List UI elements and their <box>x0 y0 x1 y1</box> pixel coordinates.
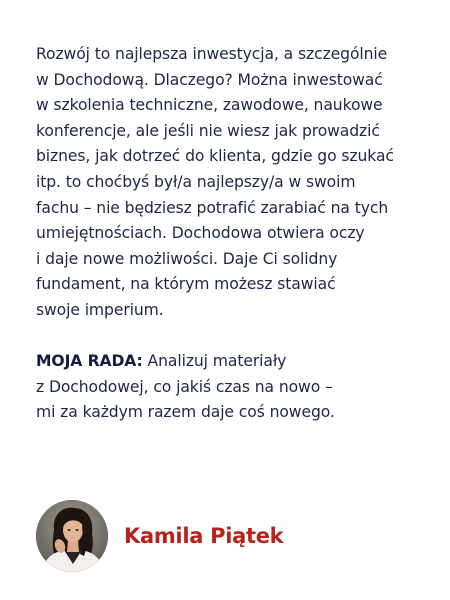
text-line: z Dochodowej, co jakiś czas na nowo – <box>36 377 333 396</box>
text-line: biznes, jak dotrzeć do klienta, gdzie go szukać <box>36 147 394 166</box>
text-line: Rozwój to najlepsza inwestycja, a szczególnie <box>36 45 388 63</box>
advice-label: MOJA RADA: <box>36 352 143 371</box>
testimonial-paragraph <box>36 42 428 324</box>
author-avatar <box>36 500 108 572</box>
text-line: fachu – nie będziesz potrafić zarabiać na tych <box>36 198 389 217</box>
paragraph-spacer <box>36 324 428 350</box>
advice-paragraph <box>36 349 428 426</box>
text-line: w szkolenia techniczne, zawodowe, naukowe <box>36 96 383 115</box>
text-line: i daje nowe możliwości. Daje Ci solidny <box>36 249 338 268</box>
advice-first-line <box>36 349 428 375</box>
text-line: mi za każdym razem daje coś nowego. <box>36 403 335 422</box>
text-line: w Dochodową. Dlaczego? Można inwestować <box>36 70 383 89</box>
author-name: Kamila Piątek <box>124 524 284 548</box>
author-block <box>36 500 283 572</box>
text-line: konferencje, ale jeśli nie wiesz jak prowadzić <box>36 121 380 140</box>
text-line: swoje imperium. <box>36 300 164 319</box>
advice-text: Analizuj materiały <box>142 352 287 371</box>
text-line: fundament, na którym możesz stawiać <box>36 275 336 294</box>
testimonial-text <box>36 42 428 426</box>
text-line: itp. to choćbyś był/a najlepszy/a w swoim <box>36 172 356 191</box>
text-line: umiejętnościach. Dochodowa otwiera oczy <box>36 224 365 243</box>
avatar-photo-icon <box>36 500 108 572</box>
